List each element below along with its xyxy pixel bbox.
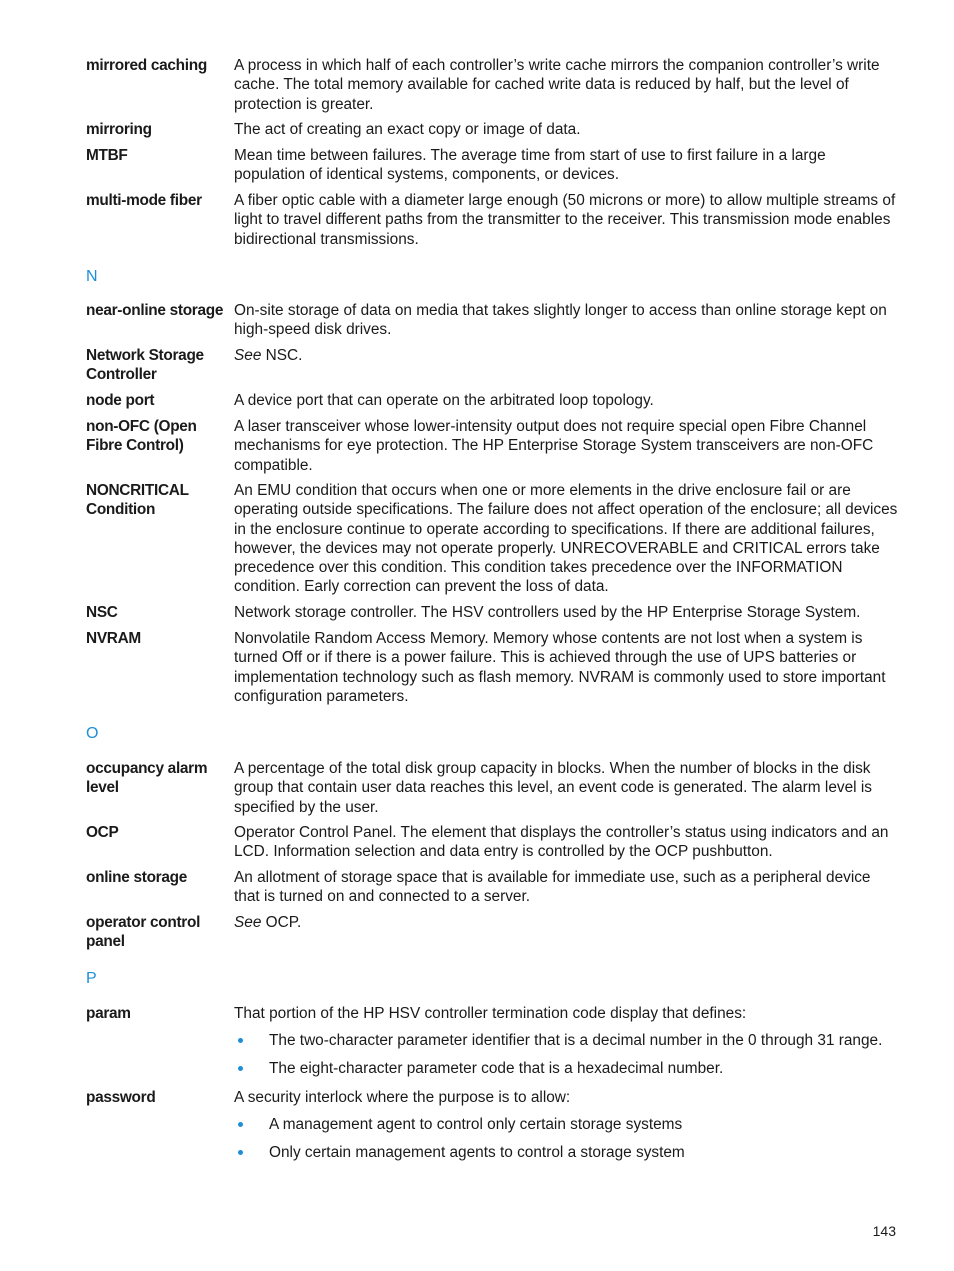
entry-nvram <box>86 629 898 706</box>
term: param <box>86 1005 131 1022</box>
entry-non-ofc <box>86 417 898 475</box>
term: node port <box>86 392 155 409</box>
entry-param <box>86 1004 898 1078</box>
entry-ocp <box>86 823 898 862</box>
term: Network Storage Controller <box>86 347 204 384</box>
term: mirrored caching <box>86 57 207 74</box>
definition: Nonvolatile Random Access Memory. Memory whose contents are not lost when a system is turned Off or if there is a power failure. This is achieved through the use of UPS batteries or implementation technology such as flash memory. NVRAM is commonly used to store important configuration parameters. <box>234 630 886 705</box>
entry-password <box>86 1088 898 1162</box>
definition <box>234 913 898 932</box>
term: NSC <box>86 604 118 621</box>
definition: Network storage controller. The HSV controllers used by the HP Enterprise Storage System. <box>234 604 861 621</box>
term: mirroring <box>86 121 152 138</box>
entry-near-online-storage <box>86 301 898 340</box>
see-reference: See <box>234 347 262 364</box>
definition: Mean time between failures. The average time from start of use to first failure in a large population of identical systems, components, or devices. <box>234 147 826 184</box>
definition <box>234 346 898 365</box>
entry-online-storage <box>86 868 898 907</box>
term: operator control panel <box>86 914 201 951</box>
definition: An allotment of storage space that is available for immediate use, such as a peripheral device that is turned on and connected to a server. <box>234 869 871 906</box>
bullet-item: The two-character parameter identifier that is a decimal number in the 0 through 31 range. <box>234 1031 898 1050</box>
term: NONCRITICAL Condition <box>86 482 189 519</box>
definition: The act of creating an exact copy or image of data. <box>234 121 581 138</box>
entry-noncritical-condition <box>86 481 898 597</box>
bullet-item: A management agent to control only certain storage systems <box>234 1115 898 1134</box>
entry-mirrored-caching <box>86 56 898 114</box>
term: online storage <box>86 869 187 886</box>
page-number: 143 <box>872 1223 896 1239</box>
definition: A percentage of the total disk group capacity in blocks. When the number of blocks in the disk group that contain user data reaches this level, an event code is generated. The alarm level is specified by the user. <box>234 760 872 816</box>
term: multi-mode fiber <box>86 192 202 209</box>
definition-text: That portion of the HP HSV controller termination code display that defines: <box>234 1005 747 1022</box>
definition <box>234 1088 898 1162</box>
term: MTBF <box>86 147 128 164</box>
definition: A device port that can operate on the arbitrated loop topology. <box>234 392 654 409</box>
see-reference: See <box>234 914 262 931</box>
definition: A laser transceiver whose lower-intensity output does not require special open Fibre Channel mechanisms for eye protection. The HP Enterprise Storage System transceivers are non-OFC compatible. <box>234 418 874 474</box>
see-target: NSC. <box>261 347 303 364</box>
definition: A fiber optic cable with a diameter large enough (50 microns or more) to allow multiple streams of light to travel different paths from the transmitter to the receiver. This transmission mode enables bidirectional transmissions. <box>234 192 896 248</box>
entry-network-storage-controller <box>86 346 898 384</box>
definition: A process in which half of each controller’s write cache mirrors the companion controller’s write cache. The total memory available for cached write data is reduced by half, but the level of protection is greater. <box>234 57 880 113</box>
section-letter-p: P <box>86 970 97 987</box>
entry-mirroring <box>86 120 898 139</box>
entry-node-port <box>86 391 898 410</box>
entry-occupancy-alarm-level <box>86 759 898 817</box>
term: password <box>86 1089 156 1106</box>
term: near-online storage <box>86 302 224 319</box>
section-letter-o: O <box>86 725 99 742</box>
definition: An EMU condition that occurs when one or more elements in the drive enclosure fail or are operating outside specifications. The failure does not affect operation of the enclosure; all devices in the enclosure continue to operate according to specifications. If there are additional failures, however, the devices may not operate properly. UNRECOVERABLE and CRITICAL errors take precedence over this condition. This condition takes precedence over the INFORMATION condition. Early correction can prevent the loss of data. <box>234 482 898 596</box>
definition: Operator Control Panel. The element that displays the controller’s status using indicators and an LCD. Information selection and data entry is controlled by the OCP pushbutton. <box>234 824 889 861</box>
entry-multi-mode-fiber <box>86 191 898 249</box>
entry-operator-control-panel <box>86 913 898 951</box>
definition <box>234 1004 898 1078</box>
term: OCP <box>86 824 119 841</box>
see-target: OCP. <box>261 914 302 931</box>
entry-mtbf <box>86 146 898 185</box>
bullet-item: The eight-character parameter code that is a hexadecimal number. <box>234 1059 898 1078</box>
definition: On-site storage of data on media that takes slightly longer to access than online storage kept on high-speed disk drives. <box>234 302 887 339</box>
term: non-OFC (Open Fibre Control) <box>86 418 197 455</box>
entry-nsc <box>86 603 898 622</box>
section-letter-n: N <box>86 268 98 285</box>
term: occupancy alarm level <box>86 760 208 797</box>
definition-text: A security interlock where the purpose is to allow: <box>234 1089 571 1106</box>
term: NVRAM <box>86 630 141 647</box>
bullet-item: Only certain management agents to control a storage system <box>234 1143 898 1162</box>
